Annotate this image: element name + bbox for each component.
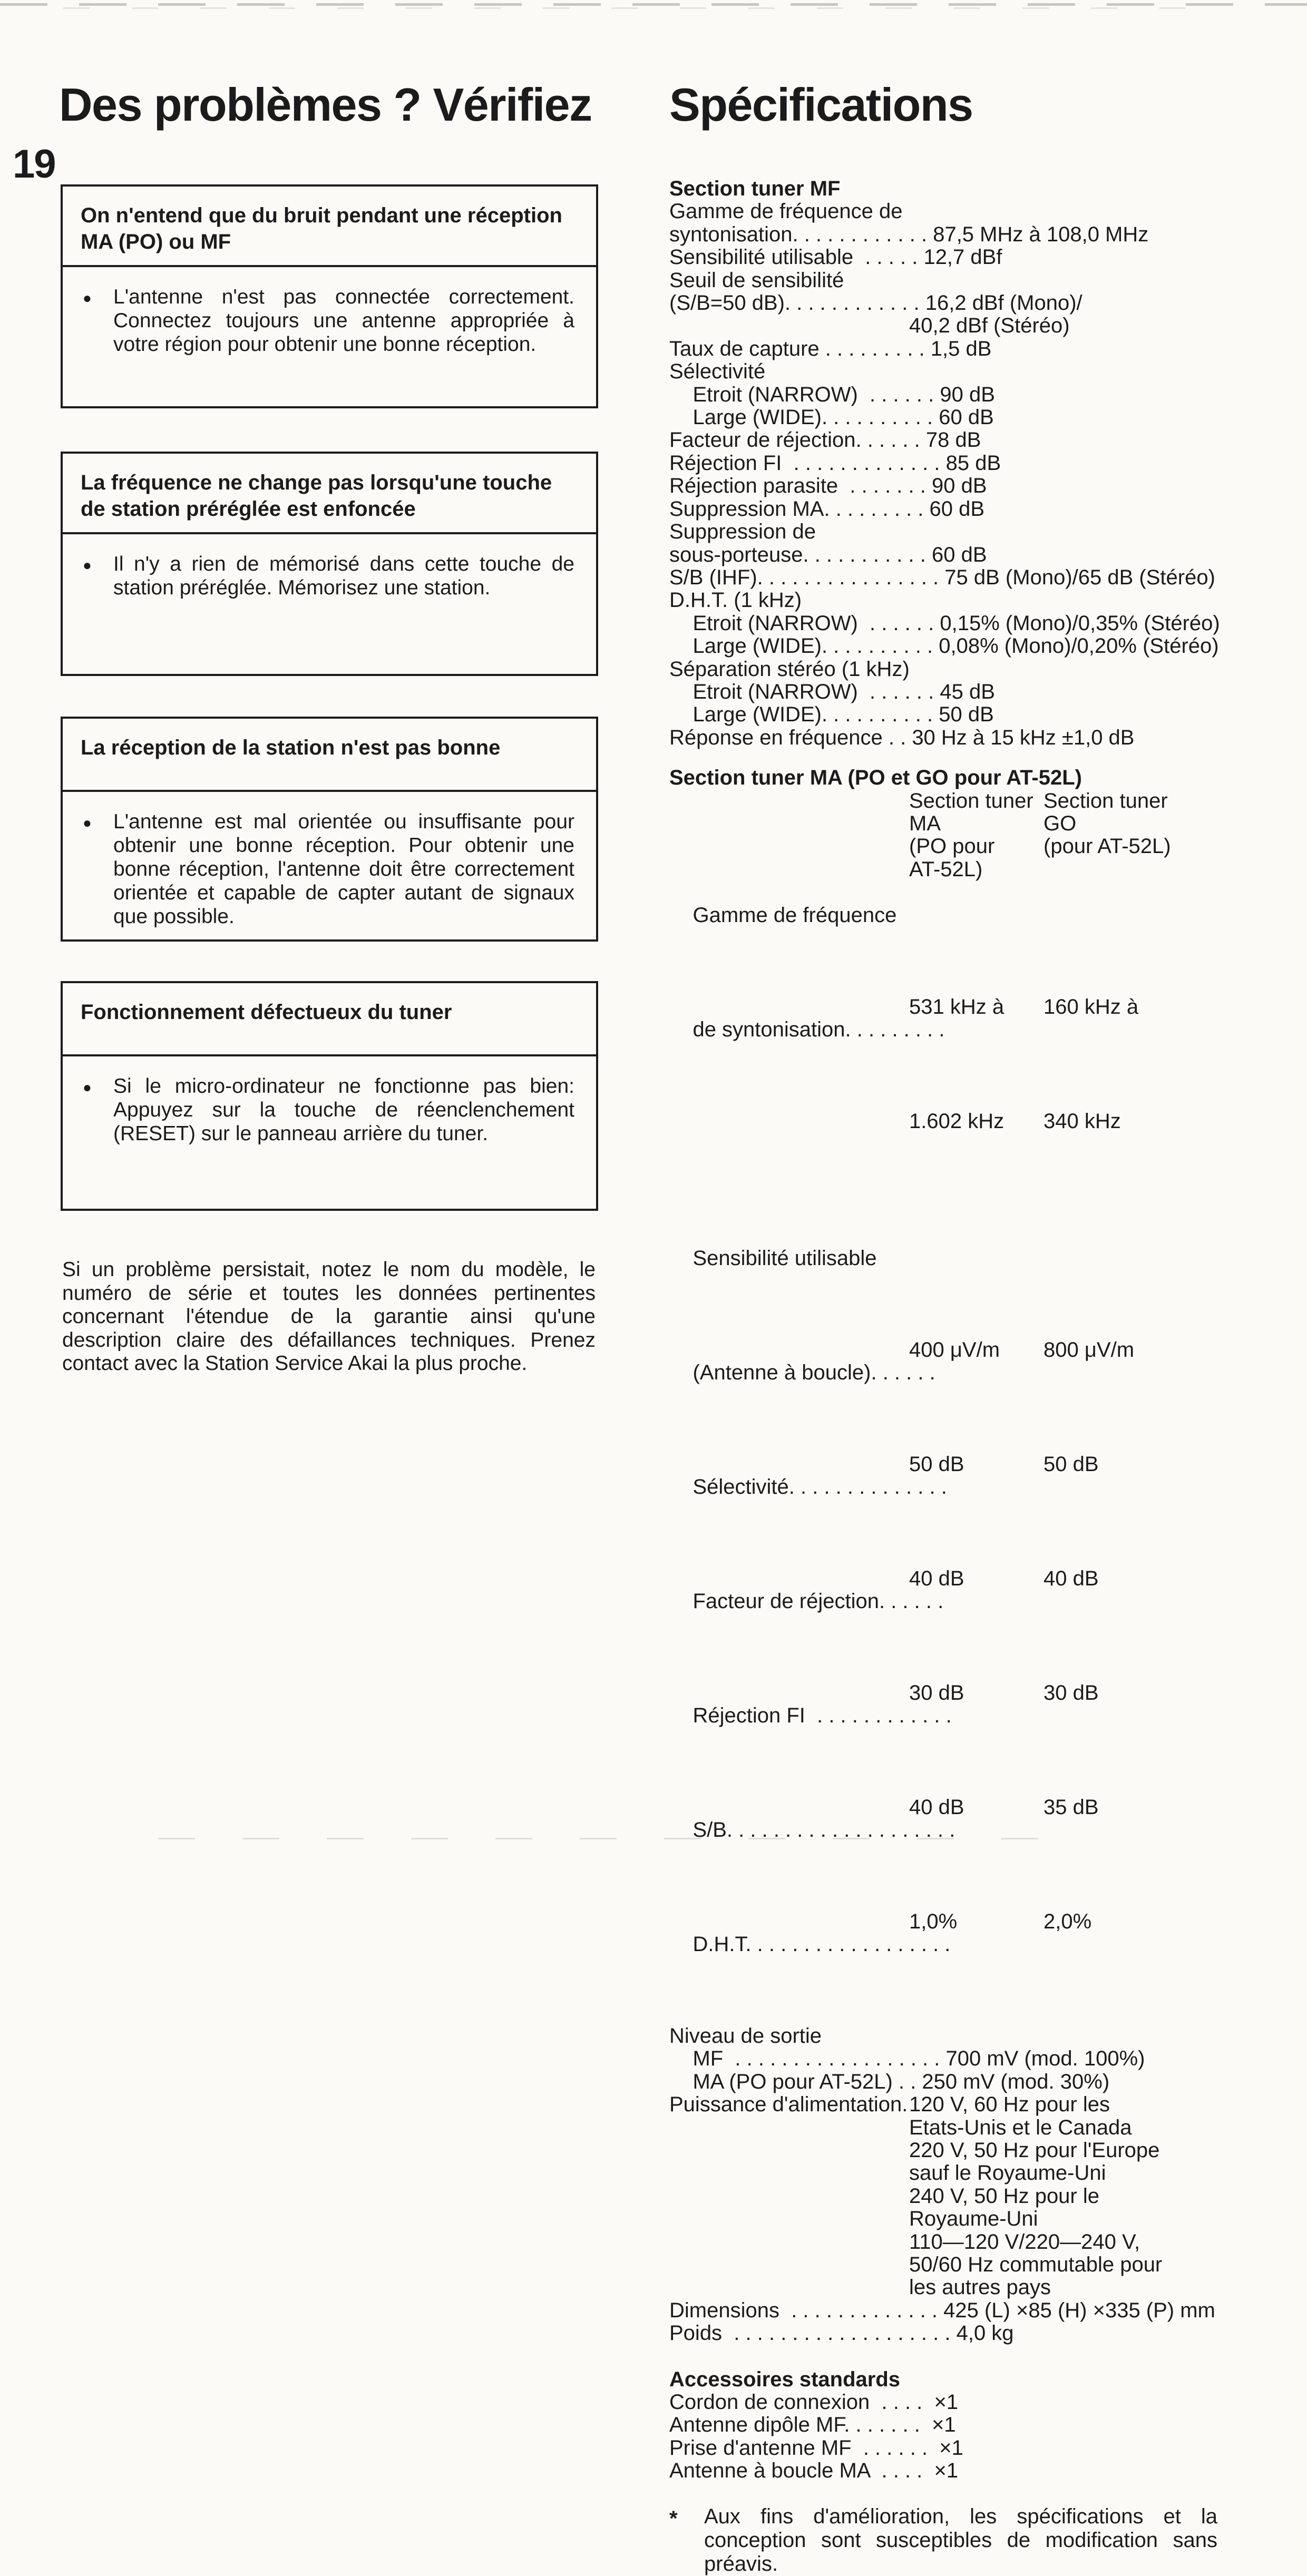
spec-line: (S/B=50 dB). . . . . . . . . . . . 16,2 dBf (Mono)/ (669, 291, 1082, 315)
trouble-box-heading: Fonctionnement défectueux du tuner (63, 983, 596, 1056)
accessory-item: Antenne dipôle MF. . . . . . . ×1 (669, 2413, 956, 2437)
am-col2-line: Section tuner (1043, 789, 1168, 812)
section-title-troubleshooting: Des problèmes ? Vérifiez (59, 79, 592, 131)
output-level-mf: MF . . . . . . . . . . . . . . . . . . 700 mV (mod. 100%) (669, 2047, 1145, 2071)
power-value-line: sauf le Royaume-Uni (909, 2161, 1106, 2185)
am-row-value-go: 30 dB (1043, 1681, 1099, 1705)
trouble-box-body (63, 1056, 596, 1145)
am-row-value-ma: 531 kHz à (909, 995, 1004, 1018)
am-column-header-ma (909, 790, 1033, 881)
am-row-label: (Antenne à boucle). . . . . . (692, 1361, 935, 1385)
spec-line: Suppression de (669, 520, 816, 544)
trouble-box-heading: La fréquence ne change pas lorsqu'une touche de station préréglée est enfoncée (63, 454, 596, 534)
spec-line: Séparation stéréo (1 kHz) (669, 657, 910, 681)
spec-line: Etroit (NARROW) . . . . . . 90 dB (669, 383, 995, 406)
spec-line: Large (WIDE). . . . . . . . . . 60 dB (669, 406, 994, 429)
spec-line-continuation: 40,2 dBf (Stéréo) (909, 314, 1070, 338)
disclaimer-footnote (669, 2505, 1217, 2576)
am-row-label: Sensibilité utilisable (692, 1247, 877, 1270)
trouble-box-reception (61, 717, 598, 942)
dimensions-line: Dimensions . . . . . . . . . . . . . 425 (L) ×85 (H) ×335 (P) mm (669, 2298, 1215, 2322)
trouble-box-bullet: Il n'y a rien de mémorisé dans cette touche de station préréglée. Mémorisez une station. (113, 553, 574, 599)
am-row-value-ma: 400 μV/m (909, 1338, 1000, 1362)
accessory-item: Cordon de connexion . . . . ×1 (669, 2390, 959, 2414)
am-row-value-go: 50 dB (1043, 1452, 1099, 1476)
am-row-value-ma: 1,0% (909, 1909, 958, 1933)
am-row-value-go: 160 kHz à (1043, 995, 1139, 1018)
trouble-box-body (63, 534, 596, 600)
accessories-heading: Accessoires standards (669, 2367, 901, 2391)
am-spec-row (669, 881, 1307, 996)
am-spec-row (669, 1225, 1307, 1339)
power-value-line: 220 V, 50 Hz pour l'Europe (909, 2138, 1160, 2162)
bullet-icon: ● (83, 815, 92, 831)
power-value-line: 240 V, 50 Hz pour le (909, 2184, 1099, 2208)
spec-line: Gamme de fréquence de (669, 200, 903, 223)
am-spec-row (669, 1339, 1307, 1453)
trouble-box-bullet: Si le micro-ordinateur ne fonctionne pas bien: Appuyez sur la touche de réenclenchement (RESET) sur le panneau arrière du tuner. (113, 1075, 574, 1145)
asterisk-mark: * (669, 2506, 678, 2530)
disclaimer-text: Aux fins d'amélioration, les spécifications et la conception sont susceptibles de modification sans préavis. (704, 2504, 1217, 2575)
am-row-label: D.H.T. . . . . . . . . . . . . . . . . . (692, 1933, 951, 1956)
am-row-label: S/B. . . . . . . . . . . . . . . . . . . . (692, 1818, 955, 1842)
am-column-header-go (1043, 790, 1171, 858)
scan-edge-artifact-top (0, 3, 1307, 6)
spec-line: Sensibilité utilisable . . . . . 12,7 dBf (669, 246, 1002, 269)
spec-line: Large (WIDE). . . . . . . . . . 0,08% (Mono)/0,20% (Stéréo) (669, 634, 1219, 658)
spec-line: sous-porteuse. . . . . . . . . . . 60 dB (669, 543, 987, 566)
am-row-value-ma: 40 dB (909, 1566, 964, 1590)
power-supply-label: Puissance d'alimentation. (669, 2093, 908, 2117)
power-value-line: 110—120 V/220—240 V, (909, 2230, 1140, 2254)
bullet-icon: ● (83, 290, 92, 306)
trouble-box-body (63, 792, 596, 928)
spec-line: Etroit (NARROW) . . . . . . 0,15% (Mono)/0,35% (Stéréo) (669, 611, 1220, 635)
accessory-item: Prise d'antenne MF . . . . . . ×1 (669, 2436, 963, 2460)
power-supply-row (669, 2093, 1307, 2299)
spec-line: Etroit (NARROW) . . . . . . 45 dB (669, 680, 995, 703)
am-spec-row (669, 1110, 1307, 1225)
power-value-line: Etats-Unis et le Canada (909, 2115, 1132, 2139)
spec-line: Sélectivité (669, 360, 766, 384)
am-col2-line: GO (1043, 811, 1077, 835)
am-row-value-go: 340 kHz (1043, 1109, 1121, 1133)
am-row-label: Facteur de réjection. . . . . . (692, 1590, 944, 1613)
power-value-line: les autres pays (909, 2276, 1051, 2299)
power-value-line: 120 V, 60 Hz pour les (909, 2093, 1110, 2117)
spec-line: Large (WIDE). . . . . . . . . . 50 dB (669, 703, 994, 727)
am-spec-row (669, 1796, 1307, 1911)
output-level-heading: Niveau de sortie (669, 2024, 822, 2048)
bullet-icon: ● (83, 1079, 92, 1095)
power-value-line: Royaume-Uni (909, 2207, 1038, 2231)
output-level-ma: MA (PO pour AT-52L) . . 250 mV (mod. 30%) (669, 2070, 1110, 2093)
weight-line: Poids . . . . . . . . . . . . . . . . . . . 4,0 kg (669, 2322, 1014, 2345)
am-col1-line: MA (909, 811, 941, 835)
am-row-label: Réjection FI . . . . . . . . . . . . (692, 1704, 952, 1728)
trouble-box-bullet: L'antenne est mal orientée ou insuffisante pour obtenir une bonne réception. Pour obtenir une bonne réception, l'antenne doit être correctement orientée et capable de capter autant de signaux que possible. (113, 810, 574, 928)
am-spec-row (669, 1568, 1307, 1682)
service-contact-paragraph: Si un problème persistait, notez le nom du modèle, le numéro de série et toutes les données pertinentes concernant l'étendue de la garantie ainsi qu'une description claire des défaillances techniques. Prenez contact avec la Station Service Akai la plus proche. (62, 1258, 596, 1375)
am-row-value-ma: 1.602 kHz (909, 1109, 1004, 1133)
spec-line: Réjection parasite . . . . . . . 90 dB (669, 474, 987, 498)
specifications-list (669, 178, 1307, 2576)
trouble-box-malfunction (61, 981, 598, 1211)
am-col1-line: (PO pour (909, 835, 995, 858)
spec-line: Suppression MA. . . . . . . . . 60 dB (669, 497, 985, 521)
am-row-value-go: 2,0% (1043, 1909, 1092, 1933)
am-col1-line: AT-52L) (909, 857, 983, 881)
spec-line: S/B (IHF). . . . . . . . . . . . . . . . 75 dB (Mono)/65 dB (Stéréo) (669, 565, 1215, 589)
spec-line: Réjection FI . . . . . . . . . . . . . 85 dB (669, 451, 1001, 475)
spec-line: Taux de capture . . . . . . . . . 1,5 dB (669, 337, 992, 360)
spec-line: Seuil de sensibilité (669, 268, 844, 292)
trouble-box-bullet: L'antenne n'est pas connectée correctement. Connectez toujours une antenne appropriée à votre région pour obtenir une bonne réception. (113, 286, 574, 356)
am-spec-row (669, 1453, 1307, 1568)
am-col1-line: Section tuner (909, 789, 1033, 812)
scan-edge-artifact-top-2 (63, 7, 1187, 9)
spec-line: D.H.T. (1 kHz) (669, 589, 802, 612)
accessory-item: Antenne à boucle MA . . . . ×1 (669, 2459, 959, 2483)
am-row-value-ma: 50 dB (909, 1452, 964, 1476)
am-column-headers (669, 790, 1307, 881)
am-row-value-ma: 40 dB (909, 1795, 964, 1819)
spec-line: Réponse en fréquence . . 30 Hz à 15 kHz ±1,0 dB (669, 726, 1135, 749)
trouble-box-heading: On n'entend que du bruit pendant une réception MA (PO) ou MF (63, 187, 596, 267)
am-row-label: Sélectivité. . . . . . . . . . . . . . (692, 1475, 947, 1499)
trouble-box-body (63, 267, 596, 356)
am-row-label: de syntonisation. . . . . . . . . (692, 1018, 945, 1041)
trouble-box-heading: La réception de la station n'est pas bonne (63, 719, 596, 792)
section-title-specifications: Spécifications (669, 79, 973, 131)
power-value-line: 50/60 Hz commutable pour (909, 2252, 1163, 2276)
am-row-value-go: 40 dB (1043, 1566, 1099, 1590)
page-number: 19 (13, 142, 55, 187)
am-spec-row (669, 1911, 1307, 2025)
spec-line: syntonisation. . . . . . . . . . . . 87,5 MHz à 108,0 MHz (669, 222, 1149, 246)
am-row-value-go: 35 dB (1043, 1795, 1099, 1819)
am-spec-row (669, 996, 1307, 1110)
trouble-box-noise (61, 184, 598, 408)
am-section-heading: Section tuner MA (PO et GO pour AT-52L) (669, 766, 1082, 790)
fm-section-heading: Section tuner MF (669, 177, 841, 200)
am-row-value-go: 800 μV/m (1043, 1338, 1135, 1362)
am-col2-line: (pour AT-52L) (1043, 835, 1171, 858)
spec-line: Facteur de réjection. . . . . . 78 dB (669, 428, 981, 452)
power-supply-values (909, 2093, 1162, 2299)
bullet-icon: ● (83, 557, 92, 573)
am-row-label: Gamme de fréquence (692, 903, 897, 927)
am-spec-row (669, 1682, 1307, 1796)
trouble-box-preset (61, 452, 598, 676)
am-row-value-ma: 30 dB (909, 1681, 964, 1705)
